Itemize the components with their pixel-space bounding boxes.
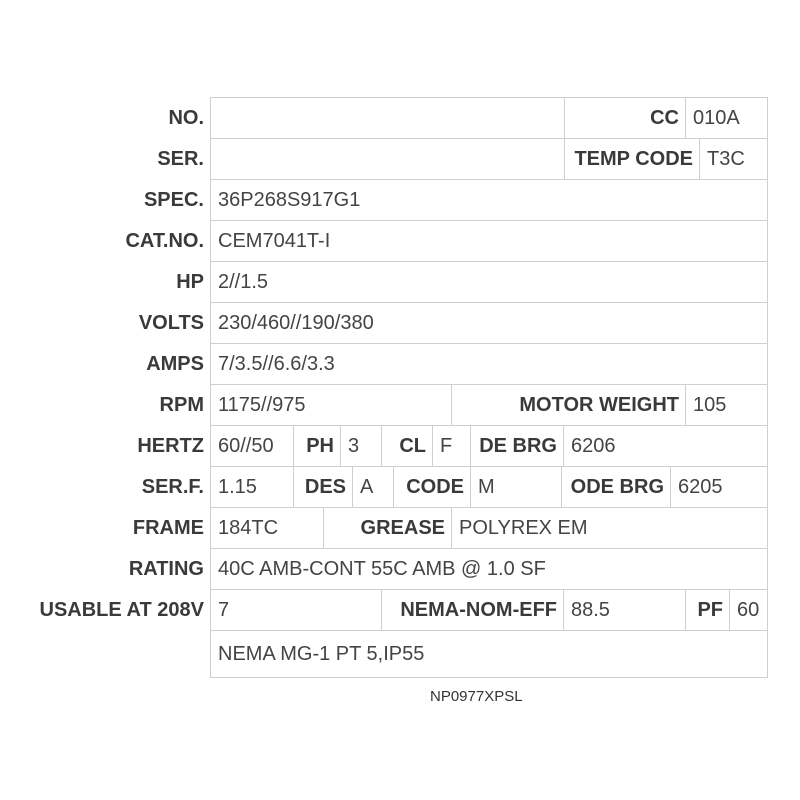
label-ode-brg: ODE BRG: [561, 466, 671, 508]
label-ser: SER.: [157, 147, 204, 170]
value-cat-no: CEM7041T-I: [210, 220, 768, 262]
value-no: [210, 97, 565, 139]
label-amps: AMPS: [146, 352, 204, 375]
value-rating: 40C AMB-CONT 55C AMB @ 1.0 SF: [210, 548, 768, 590]
label-des: DES: [293, 466, 353, 508]
value-ph: 3: [340, 425, 382, 467]
value-usable-at-208v: 7: [210, 589, 382, 631]
label-frame: FRAME: [132, 516, 204, 539]
value-cc: 010A: [685, 97, 768, 139]
value-motor-weight: 105: [685, 384, 768, 426]
label-no: NO.: [168, 106, 204, 129]
value-cl: F: [432, 425, 471, 467]
value-de-brg: 6206: [563, 425, 768, 467]
value-temp-code: T3C: [699, 138, 768, 180]
value-amps: 7/3.5//6.6/3.3: [210, 343, 768, 385]
value-spec: 36P268S917G1: [210, 179, 768, 221]
value-frame: 184TC: [210, 507, 324, 549]
label-hp: HP: [176, 270, 204, 293]
label-de-brg: DE BRG: [470, 425, 564, 467]
label-cat-no: CAT.NO.: [125, 229, 204, 252]
label-ph: PH: [293, 425, 341, 467]
label-cl: CL: [381, 425, 433, 467]
label-temp-code: TEMP CODE: [564, 138, 700, 180]
value-nema-nom-eff: 88.5: [563, 589, 686, 631]
value-hertz: 60//50: [210, 425, 294, 467]
value-ser: [210, 138, 565, 180]
value-ode-brg: 6205: [670, 466, 768, 508]
label-usable-at-208v: USABLE AT 208V: [39, 598, 204, 621]
value-pf: 60: [729, 589, 768, 631]
label-spec: SPEC.: [143, 188, 204, 211]
label-volts: VOLTS: [138, 311, 204, 334]
value-grease: POLYREX EM: [451, 507, 768, 549]
label-hertz: HERTZ: [137, 434, 204, 457]
nameplate-code: NP0977XPSL: [430, 688, 523, 705]
label-grease: GREASE: [323, 507, 452, 549]
value-rpm: 1175//975: [210, 384, 452, 426]
label-nema-nom-eff: NEMA-NOM-EFF: [381, 589, 564, 631]
value-notes: NEMA MG-1 PT 5,IP55: [210, 630, 768, 678]
label-rpm: RPM: [159, 393, 204, 416]
label-cc: CC: [564, 97, 686, 139]
value-ser-f: 1.15: [210, 466, 294, 508]
label-code: CODE: [393, 466, 471, 508]
value-code: M: [470, 466, 562, 508]
label-pf: PF: [685, 589, 730, 631]
label-ser-f: SER.F.: [141, 475, 204, 498]
label-rating: RATING: [128, 557, 204, 580]
value-des: A: [352, 466, 394, 508]
value-hp: 2//1.5: [210, 261, 768, 303]
label-motor-weight: MOTOR WEIGHT: [451, 384, 686, 426]
value-volts: 230/460//190/380: [210, 302, 768, 344]
